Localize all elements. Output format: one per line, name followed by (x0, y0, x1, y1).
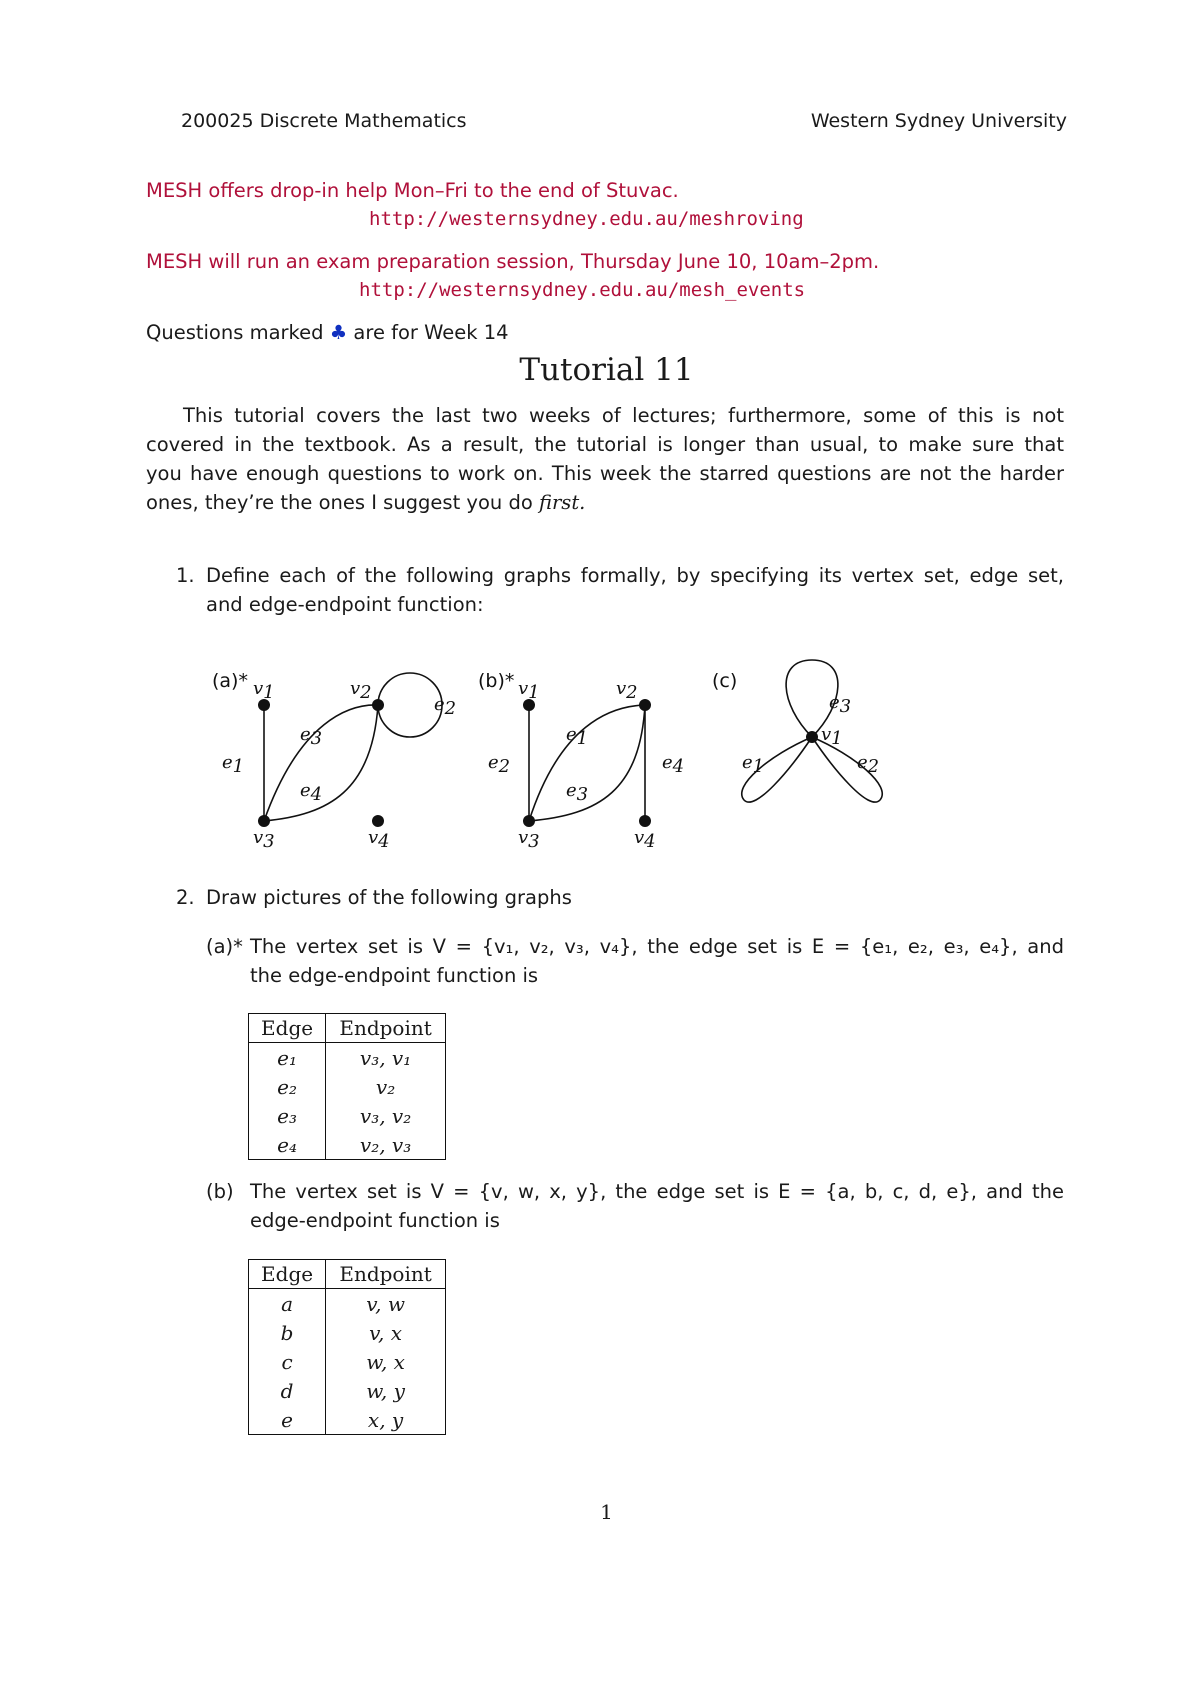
table-row (249, 1318, 446, 1347)
graph-b-label: (b)* (478, 670, 515, 692)
graph-a-label-e4: e4 (300, 780, 323, 805)
q2b-cell-edge: b (280, 1320, 294, 1345)
graph-a-vertex-v2 (372, 699, 384, 711)
graph-c-vertex-v1 (806, 731, 818, 743)
q2a-edge-table (248, 1013, 446, 1160)
mesh-events-link[interactable]: http://westernsydney.edu.au/mesh_events (359, 279, 806, 301)
q2b-cell-edge: e (281, 1407, 293, 1432)
intro-line-4 (146, 488, 1064, 517)
q2b-label: (b) (206, 1180, 234, 1203)
mesh-exam-notice: MESH will run an exam preparation session, Thursday June 10, 10am–2pm. (146, 250, 880, 273)
table-row (249, 1376, 446, 1405)
graph-b-label-e1: e1 (566, 724, 589, 749)
q2b-cell-endpoint: w, x (326, 1347, 446, 1376)
graph-c-label-v1: v1 (821, 724, 843, 749)
graph-c-label: (c) (712, 670, 738, 692)
week-note-before: Questions marked (146, 321, 324, 344)
intro-paragraph (146, 401, 1064, 517)
graph-a-label-v1: v1 (253, 678, 275, 703)
graph-a-label-e2: e2 (434, 694, 457, 719)
graph-a-edge-e2-loop (378, 673, 442, 737)
graph-c-label-e3: e3 (829, 692, 852, 717)
q1-graphs-figure (0, 650, 1200, 870)
intro-line-2: covered in the textbook. As a result, the tutorial is longer than usual, to make sure that (146, 433, 1064, 456)
q2b-header-endpoint: Endpoint (326, 1260, 446, 1289)
graph-a-label-v2: v2 (350, 678, 372, 703)
q2b-line-1: The vertex set is V = {v, w, x, y}, the edge set is E = {a, b, c, d, e}, and the (250, 1180, 1064, 1203)
graph-b-label-v2: v2 (616, 678, 638, 703)
graph-b-label-v3: v3 (518, 827, 540, 852)
intro-line-3: you have enough questions to work on. This week the starred questions are not the harder (146, 462, 1064, 485)
course-name: 200025 Discrete Mathematics (181, 110, 467, 132)
graph-a (212, 670, 456, 852)
graph-b-label-e3: e3 (566, 780, 589, 805)
intro-line-4-text: ones, they’re the ones I suggest you do (146, 491, 533, 514)
table-row (249, 1347, 446, 1376)
graph-b-vertex-v4 (639, 815, 651, 827)
q2a-cell-endpoint: v₃, v₁ (326, 1043, 446, 1073)
graph-a-vertex-v3 (258, 815, 270, 827)
q2b-cell-edge: a (281, 1291, 294, 1316)
graph-c-label-e1: e1 (742, 752, 765, 777)
graph-c-label-e2: e2 (857, 752, 880, 777)
table-row (249, 1043, 446, 1073)
q2a-label: (a)* (206, 935, 243, 958)
q2b-cell-endpoint: v, x (326, 1318, 446, 1347)
week-note-after: are for Week 14 (353, 321, 509, 344)
intro-first-emphasis: first. (538, 491, 586, 514)
page-number: 1 (600, 1500, 613, 1524)
intro-line-1: This tutorial covers the last two weeks of lectures; furthermore, some of this is not (183, 404, 1064, 427)
graph-a-label-e3: e3 (300, 724, 323, 749)
graph-b-label-v4: v4 (634, 827, 656, 852)
q2a-line-2: the edge-endpoint function is (250, 964, 539, 987)
page-title: Tutorial 11 (519, 352, 694, 388)
university-name: Western Sydney University (810, 110, 1067, 132)
q2b-cell-endpoint: x, y (326, 1405, 446, 1435)
q2a-cell-edge: e₃ (277, 1103, 297, 1128)
q1-line-2: and edge-endpoint function: (206, 593, 484, 616)
graph-a-vertex-v4 (372, 815, 384, 827)
q2a-cell-endpoint: v₃, v₂ (326, 1101, 446, 1130)
q2b-cell-endpoint: v, w (326, 1289, 446, 1319)
mesh-dropin-notice: MESH offers drop-in help Mon–Fri to the end of Stuvac. (146, 179, 679, 202)
q2b-edge-table (248, 1259, 446, 1435)
q2a-cell-endpoint: v₂, v₃ (326, 1130, 446, 1160)
table-row (249, 1130, 446, 1160)
q2-heading: Draw pictures of the following graphs (206, 886, 572, 909)
week-note (146, 318, 509, 347)
q2-number: 2. (176, 886, 195, 909)
graph-b-vertex-v2 (639, 699, 651, 711)
q1-line-1: Define each of the following graphs formally, by specifying its vertex set, edge set, (206, 564, 1064, 587)
q2b-cell-edge: d (280, 1378, 294, 1403)
graph-a-label-v3: v3 (253, 827, 275, 852)
graph-b (478, 670, 684, 852)
q2b-line-2: edge-endpoint function is (250, 1209, 500, 1232)
q2b-text (250, 1177, 1064, 1235)
table-row (249, 1101, 446, 1130)
graph-b-label-v1: v1 (518, 678, 540, 703)
graph-a-label-e1: e1 (222, 752, 245, 777)
graph-b-label-e4: e4 (662, 752, 685, 777)
graph-a-label: (a)* (212, 670, 248, 692)
mesh-roving-link[interactable]: http://westernsydney.edu.au/meshroving (369, 208, 804, 230)
graph-a-label-v4: v4 (368, 827, 390, 852)
club-icon: ♣ (329, 321, 348, 344)
table-row (249, 1289, 446, 1319)
q1-number: 1. (176, 564, 195, 587)
graph-b-vertex-v3 (523, 815, 535, 827)
q2a-text (250, 932, 1064, 990)
q2b-cell-edge: c (281, 1349, 293, 1374)
q2b-cell-endpoint: w, y (326, 1376, 446, 1405)
q1-text (206, 561, 1064, 619)
table-row (249, 1072, 446, 1101)
q2a-cell-endpoint: v₂ (326, 1072, 446, 1101)
q2a-cell-edge: e₁ (277, 1045, 297, 1070)
table-row (249, 1405, 446, 1435)
graph-b-label-e2: e2 (488, 752, 511, 777)
q2a-header-endpoint: Endpoint (326, 1014, 446, 1043)
q2a-cell-edge: e₄ (277, 1132, 297, 1157)
graph-c (712, 660, 882, 802)
q2b-header-edge: Edge (249, 1260, 326, 1289)
q2a-line-1: The vertex set is V = {v₁, v₂, v₃, v₄}, the edge set is E = {e₁, e₂, e₃, e₄}, and (250, 935, 1064, 958)
q2a-cell-edge: e₂ (277, 1074, 297, 1099)
q2a-header-edge: Edge (249, 1014, 326, 1043)
